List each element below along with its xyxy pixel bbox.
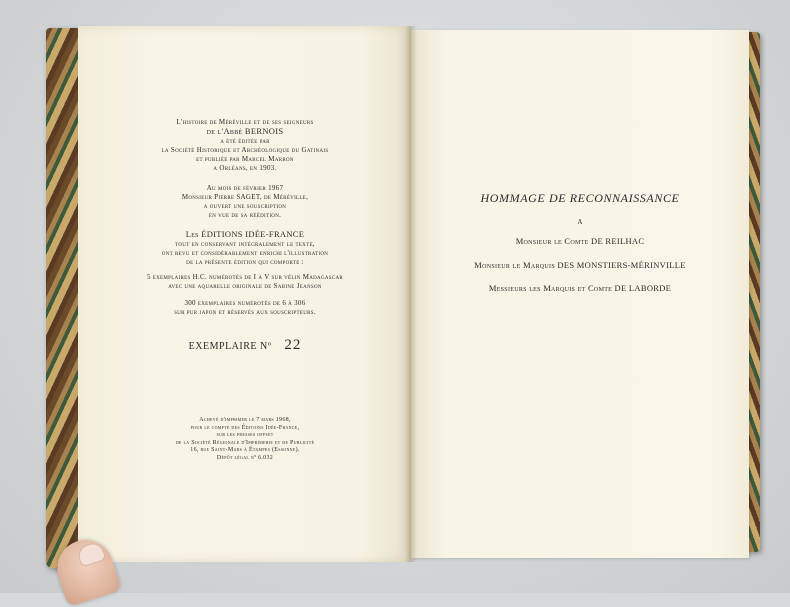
colophon-line: et publiée par Marcel Marron	[196, 155, 294, 163]
imprint-line: Achevé d'imprimer le 7 mars 1968,	[199, 417, 291, 423]
imprint-line: 16, rue Saint-Mars à Étampes (Essonne).	[190, 447, 300, 453]
dedication-line: Messieurs les Marquis et Comte DE LABORDE	[488, 283, 672, 293]
colophon-line: ont revu et considérablement enrichi l'illustration	[161, 249, 329, 257]
colophon-line: a ouvert une souscription	[203, 202, 287, 210]
colophon-line: de l'Abbé BERNOIS	[206, 126, 284, 136]
colophon-line: tout en conservant intégralement le texte,	[175, 240, 315, 248]
colophon-line: de la présente édition qui comporte :	[186, 258, 304, 266]
imprint-line: de la Société Régionale d'Imprimerie et de Publicité	[175, 440, 315, 446]
book-gutter	[405, 26, 417, 562]
colophon-line: Les ÉDITIONS IDÉE-FRANCE	[185, 229, 305, 239]
colophon-line: la Société Historique et Archéologique du Gatinais	[161, 146, 329, 154]
exemplaire-number: 22	[284, 337, 302, 353]
imprint-line: pour le compte des Éditions Idée-France,	[190, 425, 300, 431]
colophon-line: a Orléans, en 1903.	[213, 164, 277, 172]
dedication-title: HOMMAGE DE RECONNAISSANCE	[480, 191, 680, 205]
imprint-line: Dépôt légal nº 6.032	[216, 455, 274, 461]
right-page	[411, 30, 749, 558]
exemplaire-label: EXEMPLAIRE Nº	[188, 341, 272, 352]
dedication-a: A	[577, 218, 583, 226]
colophon-line: L'histoire de Méréville et de ses seigneurs	[176, 118, 314, 126]
colophon-line: a été éditée par	[220, 137, 270, 145]
colophon-line: en vue de sa réédition.	[208, 211, 282, 219]
colophon-line: 5 exemplaires H.C. numérotés de I à V sur vélin Madagascar	[146, 273, 344, 281]
dedication-line: Monsieur le Marquis DES MONSTIERS-MÉRINVILLE	[474, 260, 686, 270]
colophon-line: Monsieur Pierre SAGET, de Méréville,	[181, 193, 309, 201]
exemplaire-line	[100, 337, 390, 354]
imprint-line: sur les presses offset	[216, 432, 274, 438]
colophon-line: Au mois de février 1967	[206, 184, 284, 192]
dedication-line: Monsieur le Comte DE REILHAC	[515, 236, 645, 246]
colophon-line: sur pur japon et réservés aux souscripteurs.	[174, 308, 316, 316]
colophon-line: 300 exemplaires numérotés de 6 à 306	[184, 299, 306, 307]
left-page	[78, 26, 411, 562]
colophon-line: avec une aquarelle originale de Sabine Jeanson	[168, 282, 322, 290]
